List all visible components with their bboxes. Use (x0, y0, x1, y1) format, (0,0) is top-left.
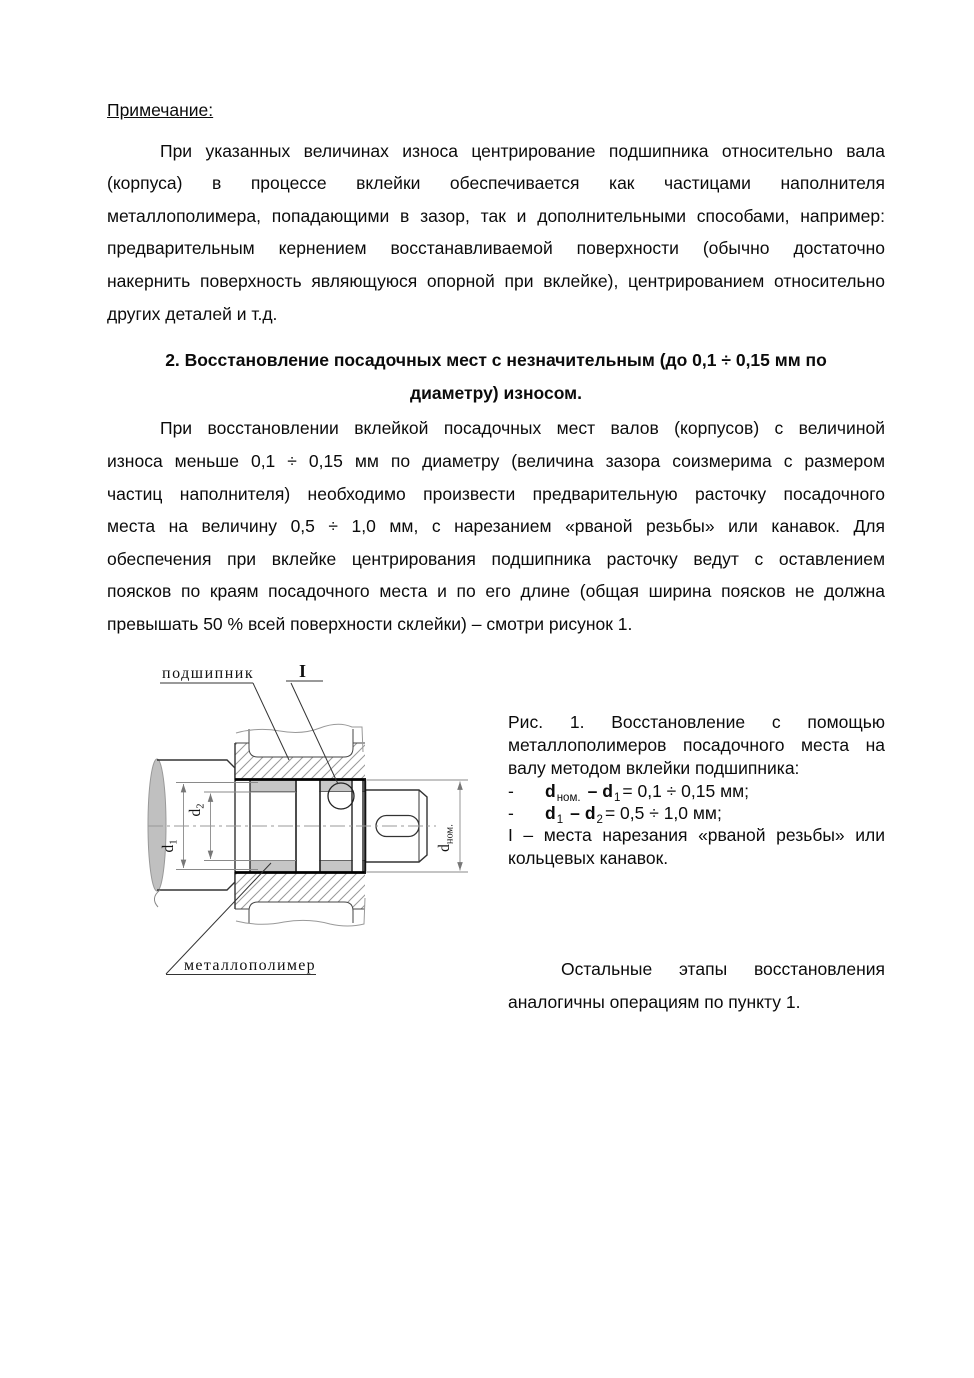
closing-paragraph (508, 953, 885, 1018)
section-line: При восстановлении вклейкой посадочных мест валов (корпусов) с величиной (160, 418, 885, 439)
caption-legend-line: I – места нарезания «рваной резьбы» или (508, 825, 885, 845)
caption-formula-1 (508, 780, 885, 802)
closing-line: Остальные этапы восстановления (561, 959, 885, 979)
dimension-label-d1: $d_1$ (160, 839, 180, 853)
caption-formula-2 (508, 802, 885, 824)
shaft-left-section (148, 759, 235, 907)
section-2-heading (107, 344, 885, 409)
note-line: металлополимера, попадающими в зазор, так и дополнительными способами, например: (107, 205, 885, 226)
figure-1-drawing (130, 648, 500, 1000)
note-paragraph (107, 135, 885, 331)
metallopolymer-label: металлополимер (184, 957, 316, 974)
bullet-dash: - (508, 803, 514, 823)
break-line (154, 890, 160, 907)
dimension-label-dnom: $d_{ном.}$ (436, 824, 456, 852)
caption-line: Рис. 1. Восстановление с помощью (508, 712, 885, 732)
caption-line: металлополимеров посадочного места на (508, 735, 885, 755)
figure-caption (508, 711, 885, 870)
closing-line: аналогичны операциям по пункту 1. (508, 991, 801, 1012)
shaft-end-ellipse (148, 759, 166, 891)
detail-I-label: I (299, 661, 307, 681)
bearing-top-section (235, 724, 365, 780)
note-line: накернить поверхность являющуюся опорной при вклейке), центрированием относительно (107, 270, 885, 291)
note-line: других деталей и т.д. (107, 303, 278, 324)
bearing-groove-bottom (249, 902, 353, 923)
section-heading-line: диаметру) износом. (410, 382, 582, 403)
section-line: поясков по краям посадочного места и по его длине (общая ширина поясков не должна (107, 581, 885, 602)
section-line: обеспечения при вклейке центрирования подшипника расточку ведут с оставлением (107, 548, 885, 569)
caption-legend-line: кольцевых канавок. (508, 848, 669, 868)
formula-dnom-d1: $d_{ном.} - d_1 = 0,1 \div 0,15$ мм; (545, 781, 749, 804)
section-2-paragraph (107, 412, 885, 640)
section-line: места на величину 0,5 ÷ 1,0 мм, с нарезанием «рваной резьбы» или канавок. Для (107, 516, 885, 537)
note-heading-text: Примечание: (107, 100, 214, 120)
section-line: частиц наполнителя) необходимо произвести предварительную расточку посадочного (107, 483, 885, 504)
section-line: износа меньше 0,1 ÷ 0,15 мм по диаметру (величина зазора соизмерима с размером (107, 450, 885, 471)
main-text-column (107, 94, 885, 641)
bearing-label: подшипник (162, 665, 255, 682)
note-line: (корпуса) в процессе вклейки обеспечивается как частицами наполнителя (107, 173, 885, 194)
note-line: предварительным кернением восстанавливаемой поверхности (обычно достаточно (107, 238, 885, 259)
caption-line: валу методом вклейки подшипника: (508, 758, 800, 778)
section-heading-line: 2. Восстановление посадочных мест с незначительным (до 0,1 ÷ 0,15 мм по (165, 350, 827, 371)
bullet-dash: - (508, 781, 514, 801)
dimension-label-d2: $d_2$ (187, 803, 207, 817)
note-line: При указанных величинах износа центрирование подшипника относительно вала (160, 140, 885, 161)
formula-d1-d2: $d_1 - d_2 = 0,5 \div 1,0$ мм; (545, 803, 722, 826)
section-line: превышать 50 % всей поверхности склейки) – смотри рисунок 1. (107, 613, 633, 634)
bearing-groove-top (249, 729, 353, 757)
note-heading (107, 94, 885, 127)
